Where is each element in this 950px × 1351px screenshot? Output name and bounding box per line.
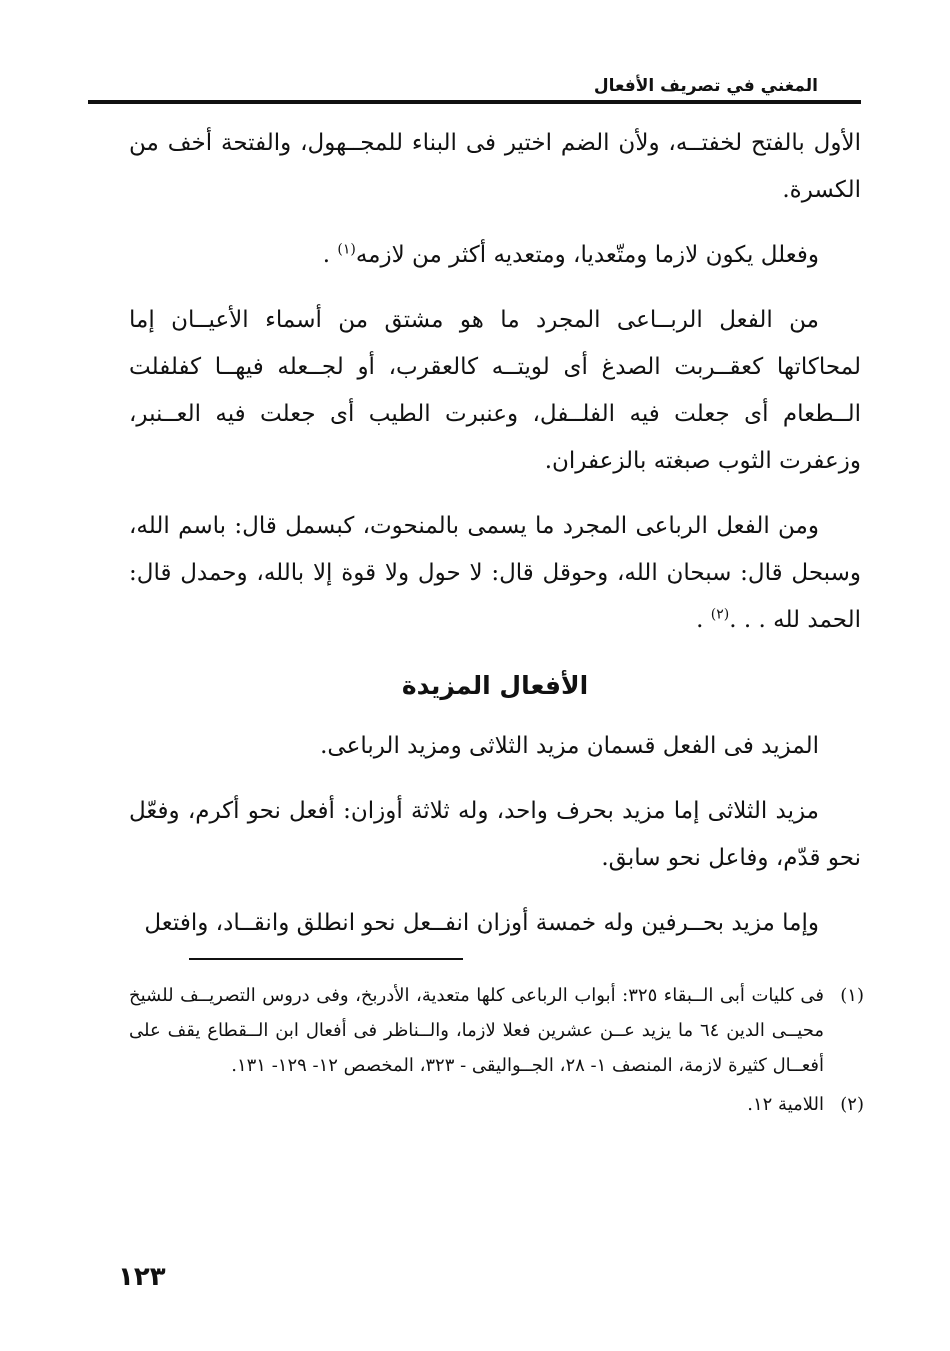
footnote-2 [129, 1087, 864, 1122]
footnote-2-text: اللامية ١٢. [747, 1094, 824, 1115]
section-heading: الأفعال المزيدة [401, 671, 589, 700]
footnote-ref-2[interactable]: (٢) [710, 606, 730, 623]
paragraph-5: المزيد فى الفعل قسمان مزيد الثلاثى ومزيد الرباعى. [320, 733, 819, 759]
footnote-1-text: فى كليات أبى الــبقاء ٣٢٥: أبواب الرباعى كلها متعدية، الأدربخ، وفى دروس التصريــف للشيخ محيــى الدين ٦٤ ما يزيد عــن عشرين فعلا لازما، والــناظر فى أفعال ابن الــقطاع يقف على أفعــال كثيرة لازمة، المنصف ١- ٢٨، الجــواليقى - ٣٢٣، المخصص ١٢- ١٢٩- ١٣١. [129, 985, 824, 1076]
footnote-2-number: (٢) [840, 1094, 864, 1115]
paragraph-6: مزيد الثلاثى إما مزيد بحرف واحد، وله ثلاثة أوزان: أفعل نحو أكرم، وفعّل نحو قدّم، وفاعل نحو سابق. [129, 798, 861, 871]
paragraph-4-end: . [696, 607, 711, 633]
paragraph-7: وإما مزيد بحــرفين وله خمسة أوزان انفــعل نحو انطلق وانقــاد، وافتعل [144, 910, 819, 936]
footnote-ref-1[interactable]: (١) [337, 241, 356, 258]
footnote-1 [129, 978, 864, 1083]
paragraph-2 [129, 232, 861, 279]
main-text [129, 120, 861, 965]
footnotes [129, 978, 864, 1126]
paragraph-1: الأول بالفتح لخفتــه، ولأن الضم اختير فى البناء للمجــهول، والفتحة أخف من الكسرة. [129, 130, 861, 203]
header-rule [88, 100, 861, 104]
paragraph-2-end: . [322, 242, 338, 268]
footnote-separator [189, 958, 463, 960]
paragraph-4-text: ومن الفعل الرباعى المجرد ما يسمى بالمنحوت، كبسمل قال: باسم الله، وسبحل قال: سبحان الله، وحوقل قال: لا حول ولا قوة إلا بالله، وحمدل قال: الحمد لله . . . [129, 513, 861, 633]
running-title: المغني في تصريف الأفعال [593, 76, 818, 96]
footnote-1-number: (١) [840, 985, 864, 1006]
paragraph-3: من الفعل الربــاعى المجرد ما هو مشتق من أسماء الأعيــان إما لمحاكاتها كعقــربت الصدغ أى لويتــه كالعقرب، أو لجــعله فيهــا كفلفلت الــطعام أى جعلت فيه الفلــفل، وعنبرت الطيب أى جعلت فيه العــنبر، وزعفرت الثوب صبغته بالزعفران. [129, 307, 861, 474]
page-number: ١٢٣ [118, 1262, 166, 1292]
paragraph-4 [129, 503, 861, 644]
paragraph-2-text: وفعلل يكون لازما ومتّعديا، ومتعديه أكثر من لازمه [355, 242, 819, 268]
